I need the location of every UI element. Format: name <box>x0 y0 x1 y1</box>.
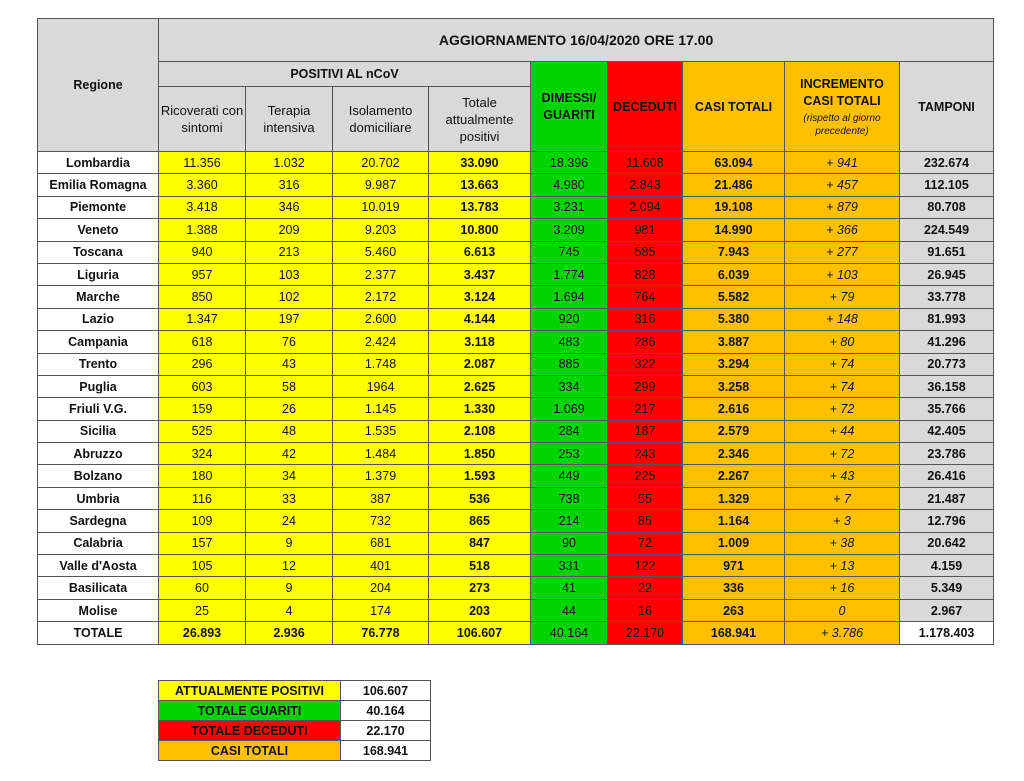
table-row <box>38 241 994 263</box>
cell-tamponi: 21.487 <box>900 487 994 509</box>
summary-label: ATTUALMENTE POSITIVI <box>159 681 341 701</box>
cell-deceduti: 2.094 <box>608 196 683 218</box>
cell-dimessi: 253 <box>531 443 608 465</box>
cell-tamponi: 20.642 <box>900 532 994 554</box>
cell-incremento: + 72 <box>785 443 900 465</box>
cell-regione: Sardegna <box>38 510 159 532</box>
cell-dimessi: 334 <box>531 375 608 397</box>
cell-totale-positivi: 1.330 <box>429 398 531 420</box>
summary-value: 40.164 <box>341 701 431 721</box>
cell-regione: Friuli V.G. <box>38 398 159 420</box>
cell-regione: Lazio <box>38 308 159 330</box>
cell-ricoverati: 11.356 <box>159 152 246 174</box>
header-totale-positivi: Totale attualmente positivi <box>429 87 531 152</box>
cell-terapia: 26 <box>246 398 333 420</box>
cell-deceduti: 243 <box>608 443 683 465</box>
cell-deceduti: 981 <box>608 219 683 241</box>
cell-deceduti: 585 <box>608 241 683 263</box>
cell-terapia: 76 <box>246 331 333 353</box>
cell-casi-totali: 3.294 <box>683 353 785 375</box>
cell-casi-totali: 2.346 <box>683 443 785 465</box>
cell-totale-positivi: 2.108 <box>429 420 531 442</box>
cell-isolamento: 1964 <box>333 375 429 397</box>
cell-tamponi: 36.158 <box>900 375 994 397</box>
cell-casi-totali: 336 <box>683 577 785 599</box>
cell-casi-totali: 263 <box>683 599 785 621</box>
cell-incremento: + 3 <box>785 510 900 532</box>
cell-tamponi: 80.708 <box>900 196 994 218</box>
cell-isolamento: 387 <box>333 487 429 509</box>
cell-casi-totali: 1.009 <box>683 532 785 554</box>
cell-incremento: + 7 <box>785 487 900 509</box>
cell-regione: Marche <box>38 286 159 308</box>
cell-totale-positivi: 10.800 <box>429 219 531 241</box>
cell-deceduti: 322 <box>608 353 683 375</box>
cell-casi-totali: 2.616 <box>683 398 785 420</box>
cell-deceduti: 286 <box>608 331 683 353</box>
table-row <box>38 263 994 285</box>
cell-isolamento: 9.203 <box>333 219 429 241</box>
cell-ricoverati: 26.893 <box>159 622 246 644</box>
cell-incremento: + 457 <box>785 174 900 196</box>
cell-dimessi: 41 <box>531 577 608 599</box>
cell-dimessi: 214 <box>531 510 608 532</box>
header-regione: Regione <box>38 19 159 152</box>
header-ricoverati: Ricoverati con sintomi <box>159 87 246 152</box>
cell-totale-positivi: 518 <box>429 555 531 577</box>
cell-ricoverati: 1.347 <box>159 308 246 330</box>
cell-isolamento: 732 <box>333 510 429 532</box>
cell-casi-totali: 5.380 <box>683 308 785 330</box>
summary-body <box>159 681 431 761</box>
table-row <box>38 174 994 196</box>
cell-dimessi: 449 <box>531 465 608 487</box>
cell-regione: Veneto <box>38 219 159 241</box>
cell-casi-totali: 168.941 <box>683 622 785 644</box>
cell-isolamento: 681 <box>333 532 429 554</box>
cell-isolamento: 9.987 <box>333 174 429 196</box>
cell-deceduti: 16 <box>608 599 683 621</box>
cell-dimessi: 18.396 <box>531 152 608 174</box>
cell-ricoverati: 116 <box>159 487 246 509</box>
cell-isolamento: 204 <box>333 577 429 599</box>
cell-tamponi: 33.778 <box>900 286 994 308</box>
cell-ricoverati: 60 <box>159 577 246 599</box>
table-row <box>38 375 994 397</box>
cell-regione: Umbria <box>38 487 159 509</box>
cell-totale-positivi: 1.593 <box>429 465 531 487</box>
cell-incremento: 0 <box>785 599 900 621</box>
cell-regione: Molise <box>38 599 159 621</box>
cell-terapia: 197 <box>246 308 333 330</box>
cell-totale-positivi: 3.437 <box>429 263 531 285</box>
table-header <box>38 19 994 152</box>
cell-tamponi: 42.405 <box>900 420 994 442</box>
cell-ricoverati: 618 <box>159 331 246 353</box>
cell-ricoverati: 603 <box>159 375 246 397</box>
cell-regione: TOTALE <box>38 622 159 644</box>
cell-dimessi: 90 <box>531 532 608 554</box>
cell-deceduti: 2.843 <box>608 174 683 196</box>
cell-dimessi: 284 <box>531 420 608 442</box>
cell-deceduti: 72 <box>608 532 683 554</box>
cell-deceduti: 225 <box>608 465 683 487</box>
table-row <box>38 308 994 330</box>
cell-regione: Lombardia <box>38 152 159 174</box>
cell-isolamento: 2.172 <box>333 286 429 308</box>
table-row <box>38 465 994 487</box>
cell-dimessi: 331 <box>531 555 608 577</box>
regional-data-table <box>37 18 994 645</box>
cell-deceduti: 11.608 <box>608 152 683 174</box>
cell-deceduti: 85 <box>608 510 683 532</box>
cell-deceduti: 828 <box>608 263 683 285</box>
cell-deceduti: 764 <box>608 286 683 308</box>
cell-casi-totali: 3.258 <box>683 375 785 397</box>
summary-row <box>159 721 431 741</box>
cell-ricoverati: 3.418 <box>159 196 246 218</box>
header-positivi-group: POSITIVI AL nCoV <box>159 62 531 87</box>
header-isolamento: Isolamento domiciliare <box>333 87 429 152</box>
summary-row <box>159 701 431 721</box>
cell-incremento: + 941 <box>785 152 900 174</box>
cell-incremento: + 74 <box>785 375 900 397</box>
summary-table <box>158 680 431 761</box>
cell-tamponi: 26.945 <box>900 263 994 285</box>
cell-isolamento: 10.019 <box>333 196 429 218</box>
cell-ricoverati: 525 <box>159 420 246 442</box>
cell-incremento: + 13 <box>785 555 900 577</box>
cell-dimessi: 1.069 <box>531 398 608 420</box>
cell-totale-positivi: 33.090 <box>429 152 531 174</box>
cell-tamponi: 20.773 <box>900 353 994 375</box>
cell-terapia: 33 <box>246 487 333 509</box>
header-dimessi: DIMESSI/ GUARITI <box>531 62 608 152</box>
cell-totale-positivi: 2.625 <box>429 375 531 397</box>
totals-row <box>38 622 994 644</box>
cell-casi-totali: 1.329 <box>683 487 785 509</box>
cell-casi-totali: 2.267 <box>683 465 785 487</box>
cell-terapia: 316 <box>246 174 333 196</box>
cell-totale-positivi: 106.607 <box>429 622 531 644</box>
cell-dimessi: 885 <box>531 353 608 375</box>
cell-totale-positivi: 3.118 <box>429 331 531 353</box>
table-row <box>38 532 994 554</box>
cell-incremento: + 74 <box>785 353 900 375</box>
table-row <box>38 219 994 241</box>
cell-totale-positivi: 536 <box>429 487 531 509</box>
cell-isolamento: 174 <box>333 599 429 621</box>
cell-terapia: 24 <box>246 510 333 532</box>
cell-dimessi: 3.209 <box>531 219 608 241</box>
cell-incremento: + 16 <box>785 577 900 599</box>
summary-label: TOTALE DECEDUTI <box>159 721 341 741</box>
summary-row <box>159 741 431 761</box>
cell-regione: Liguria <box>38 263 159 285</box>
cell-totale-positivi: 273 <box>429 577 531 599</box>
cell-dimessi: 40.164 <box>531 622 608 644</box>
cell-terapia: 9 <box>246 532 333 554</box>
cell-isolamento: 5.460 <box>333 241 429 263</box>
header-terapia: Terapia intensiva <box>246 87 333 152</box>
table-row <box>38 577 994 599</box>
cell-casi-totali: 21.486 <box>683 174 785 196</box>
table-row <box>38 510 994 532</box>
cell-incremento: + 277 <box>785 241 900 263</box>
cell-isolamento: 1.484 <box>333 443 429 465</box>
cell-incremento: + 72 <box>785 398 900 420</box>
cell-isolamento: 1.145 <box>333 398 429 420</box>
cell-ricoverati: 3.360 <box>159 174 246 196</box>
cell-totale-positivi: 13.783 <box>429 196 531 218</box>
cell-isolamento: 1.748 <box>333 353 429 375</box>
cell-terapia: 4 <box>246 599 333 621</box>
header-incremento <box>785 62 900 152</box>
cell-totale-positivi: 6.613 <box>429 241 531 263</box>
cell-isolamento: 1.535 <box>333 420 429 442</box>
cell-tamponi: 4.159 <box>900 555 994 577</box>
cell-dimessi: 1.774 <box>531 263 608 285</box>
cell-terapia: 9 <box>246 577 333 599</box>
cell-ricoverati: 109 <box>159 510 246 532</box>
summary-label: CASI TOTALI <box>159 741 341 761</box>
cell-regione: Piemonte <box>38 196 159 218</box>
cell-terapia: 213 <box>246 241 333 263</box>
cell-terapia: 48 <box>246 420 333 442</box>
cell-isolamento: 2.600 <box>333 308 429 330</box>
cell-casi-totali: 2.579 <box>683 420 785 442</box>
cell-deceduti: 22.170 <box>608 622 683 644</box>
cell-regione: Sicilia <box>38 420 159 442</box>
cell-dimessi: 3.231 <box>531 196 608 218</box>
table-row <box>38 152 994 174</box>
cell-regione: Valle d'Aosta <box>38 555 159 577</box>
cell-deceduti: 316 <box>608 308 683 330</box>
cell-casi-totali: 971 <box>683 555 785 577</box>
cell-tamponi: 81.993 <box>900 308 994 330</box>
summary-value: 168.941 <box>341 741 431 761</box>
cell-regione: Basilicata <box>38 577 159 599</box>
cell-totale-positivi: 3.124 <box>429 286 531 308</box>
cell-terapia: 1.032 <box>246 152 333 174</box>
summary-value: 22.170 <box>341 721 431 741</box>
header-casi-totali: CASI TOTALI <box>683 62 785 152</box>
cell-incremento: + 44 <box>785 420 900 442</box>
cell-isolamento: 2.377 <box>333 263 429 285</box>
cell-regione: Puglia <box>38 375 159 397</box>
cell-ricoverati: 105 <box>159 555 246 577</box>
cell-ricoverati: 157 <box>159 532 246 554</box>
cell-isolamento: 76.778 <box>333 622 429 644</box>
cell-isolamento: 1.379 <box>333 465 429 487</box>
cell-regione: Abruzzo <box>38 443 159 465</box>
cell-casi-totali: 3.887 <box>683 331 785 353</box>
cell-terapia: 34 <box>246 465 333 487</box>
cell-incremento: + 3.786 <box>785 622 900 644</box>
cell-terapia: 209 <box>246 219 333 241</box>
cell-casi-totali: 14.990 <box>683 219 785 241</box>
cell-deceduti: 299 <box>608 375 683 397</box>
update-title: AGGIORNAMENTO 16/04/2020 ORE 17.00 <box>159 19 994 62</box>
cell-ricoverati: 850 <box>159 286 246 308</box>
cell-totale-positivi: 13.663 <box>429 174 531 196</box>
cell-deceduti: 217 <box>608 398 683 420</box>
cell-incremento: + 148 <box>785 308 900 330</box>
table-row <box>38 286 994 308</box>
cell-isolamento: 20.702 <box>333 152 429 174</box>
table-row <box>38 443 994 465</box>
summary-row <box>159 681 431 701</box>
cell-terapia: 103 <box>246 263 333 285</box>
cell-dimessi: 4.980 <box>531 174 608 196</box>
cell-ricoverati: 159 <box>159 398 246 420</box>
cell-dimessi: 483 <box>531 331 608 353</box>
cell-ricoverati: 957 <box>159 263 246 285</box>
cell-incremento: + 43 <box>785 465 900 487</box>
cell-isolamento: 401 <box>333 555 429 577</box>
cell-deceduti: 122 <box>608 555 683 577</box>
cell-terapia: 102 <box>246 286 333 308</box>
cell-incremento: + 879 <box>785 196 900 218</box>
cell-tamponi: 112.105 <box>900 174 994 196</box>
cell-incremento: + 38 <box>785 532 900 554</box>
cell-incremento: + 103 <box>785 263 900 285</box>
table-row <box>38 353 994 375</box>
cell-ricoverati: 1.388 <box>159 219 246 241</box>
cell-regione: Calabria <box>38 532 159 554</box>
cell-casi-totali: 6.039 <box>683 263 785 285</box>
table-row <box>38 398 994 420</box>
cell-terapia: 58 <box>246 375 333 397</box>
cell-incremento: + 366 <box>785 219 900 241</box>
cell-totale-positivi: 865 <box>429 510 531 532</box>
summary-label: TOTALE GUARITI <box>159 701 341 721</box>
table-row <box>38 196 994 218</box>
cell-dimessi: 44 <box>531 599 608 621</box>
header-incremento-sub: (rispetto al giorno precedente) <box>803 112 881 137</box>
cell-totale-positivi: 2.087 <box>429 353 531 375</box>
cell-ricoverati: 180 <box>159 465 246 487</box>
table-row <box>38 487 994 509</box>
summary-value: 106.607 <box>341 681 431 701</box>
cell-regione: Campania <box>38 331 159 353</box>
cell-tamponi: 2.967 <box>900 599 994 621</box>
cell-ricoverati: 25 <box>159 599 246 621</box>
header-tamponi: TAMPONI <box>900 62 994 152</box>
cell-tamponi: 224.549 <box>900 219 994 241</box>
cell-casi-totali: 5.582 <box>683 286 785 308</box>
cell-tamponi: 5.349 <box>900 577 994 599</box>
cell-ricoverati: 324 <box>159 443 246 465</box>
table-row <box>38 555 994 577</box>
cell-tamponi: 35.766 <box>900 398 994 420</box>
cell-regione: Trento <box>38 353 159 375</box>
cell-regione: Bolzano <box>38 465 159 487</box>
cell-terapia: 42 <box>246 443 333 465</box>
cell-tamponi: 41.296 <box>900 331 994 353</box>
cell-totale-positivi: 1.850 <box>429 443 531 465</box>
cell-tamponi: 232.674 <box>900 152 994 174</box>
cell-dimessi: 738 <box>531 487 608 509</box>
cell-casi-totali: 7.943 <box>683 241 785 263</box>
cell-regione: Emilia Romagna <box>38 174 159 196</box>
cell-dimessi: 920 <box>531 308 608 330</box>
cell-deceduti: 187 <box>608 420 683 442</box>
cell-ricoverati: 296 <box>159 353 246 375</box>
cell-isolamento: 2.424 <box>333 331 429 353</box>
cell-terapia: 346 <box>246 196 333 218</box>
cell-regione: Toscana <box>38 241 159 263</box>
header-incremento-label: INCREMENTO CASI TOTALI <box>800 76 884 108</box>
cell-tamponi: 12.796 <box>900 510 994 532</box>
cell-terapia: 12 <box>246 555 333 577</box>
cell-totale-positivi: 203 <box>429 599 531 621</box>
cell-terapia: 43 <box>246 353 333 375</box>
table-row <box>38 599 994 621</box>
cell-incremento: + 79 <box>785 286 900 308</box>
cell-dimessi: 1.694 <box>531 286 608 308</box>
cell-deceduti: 22 <box>608 577 683 599</box>
cell-casi-totali: 63.094 <box>683 152 785 174</box>
table-body <box>38 152 994 645</box>
cell-terapia: 2.936 <box>246 622 333 644</box>
cell-tamponi: 91.651 <box>900 241 994 263</box>
table-row <box>38 420 994 442</box>
cell-tamponi: 1.178.403 <box>900 622 994 644</box>
cell-dimessi: 745 <box>531 241 608 263</box>
cell-casi-totali: 1.164 <box>683 510 785 532</box>
cell-tamponi: 26.416 <box>900 465 994 487</box>
cell-tamponi: 23.786 <box>900 443 994 465</box>
cell-totale-positivi: 4.144 <box>429 308 531 330</box>
cell-ricoverati: 940 <box>159 241 246 263</box>
cell-deceduti: 55 <box>608 487 683 509</box>
table-row <box>38 331 994 353</box>
header-deceduti: DECEDUTI <box>608 62 683 152</box>
cell-incremento: + 80 <box>785 331 900 353</box>
cell-totale-positivi: 847 <box>429 532 531 554</box>
cell-casi-totali: 19.108 <box>683 196 785 218</box>
